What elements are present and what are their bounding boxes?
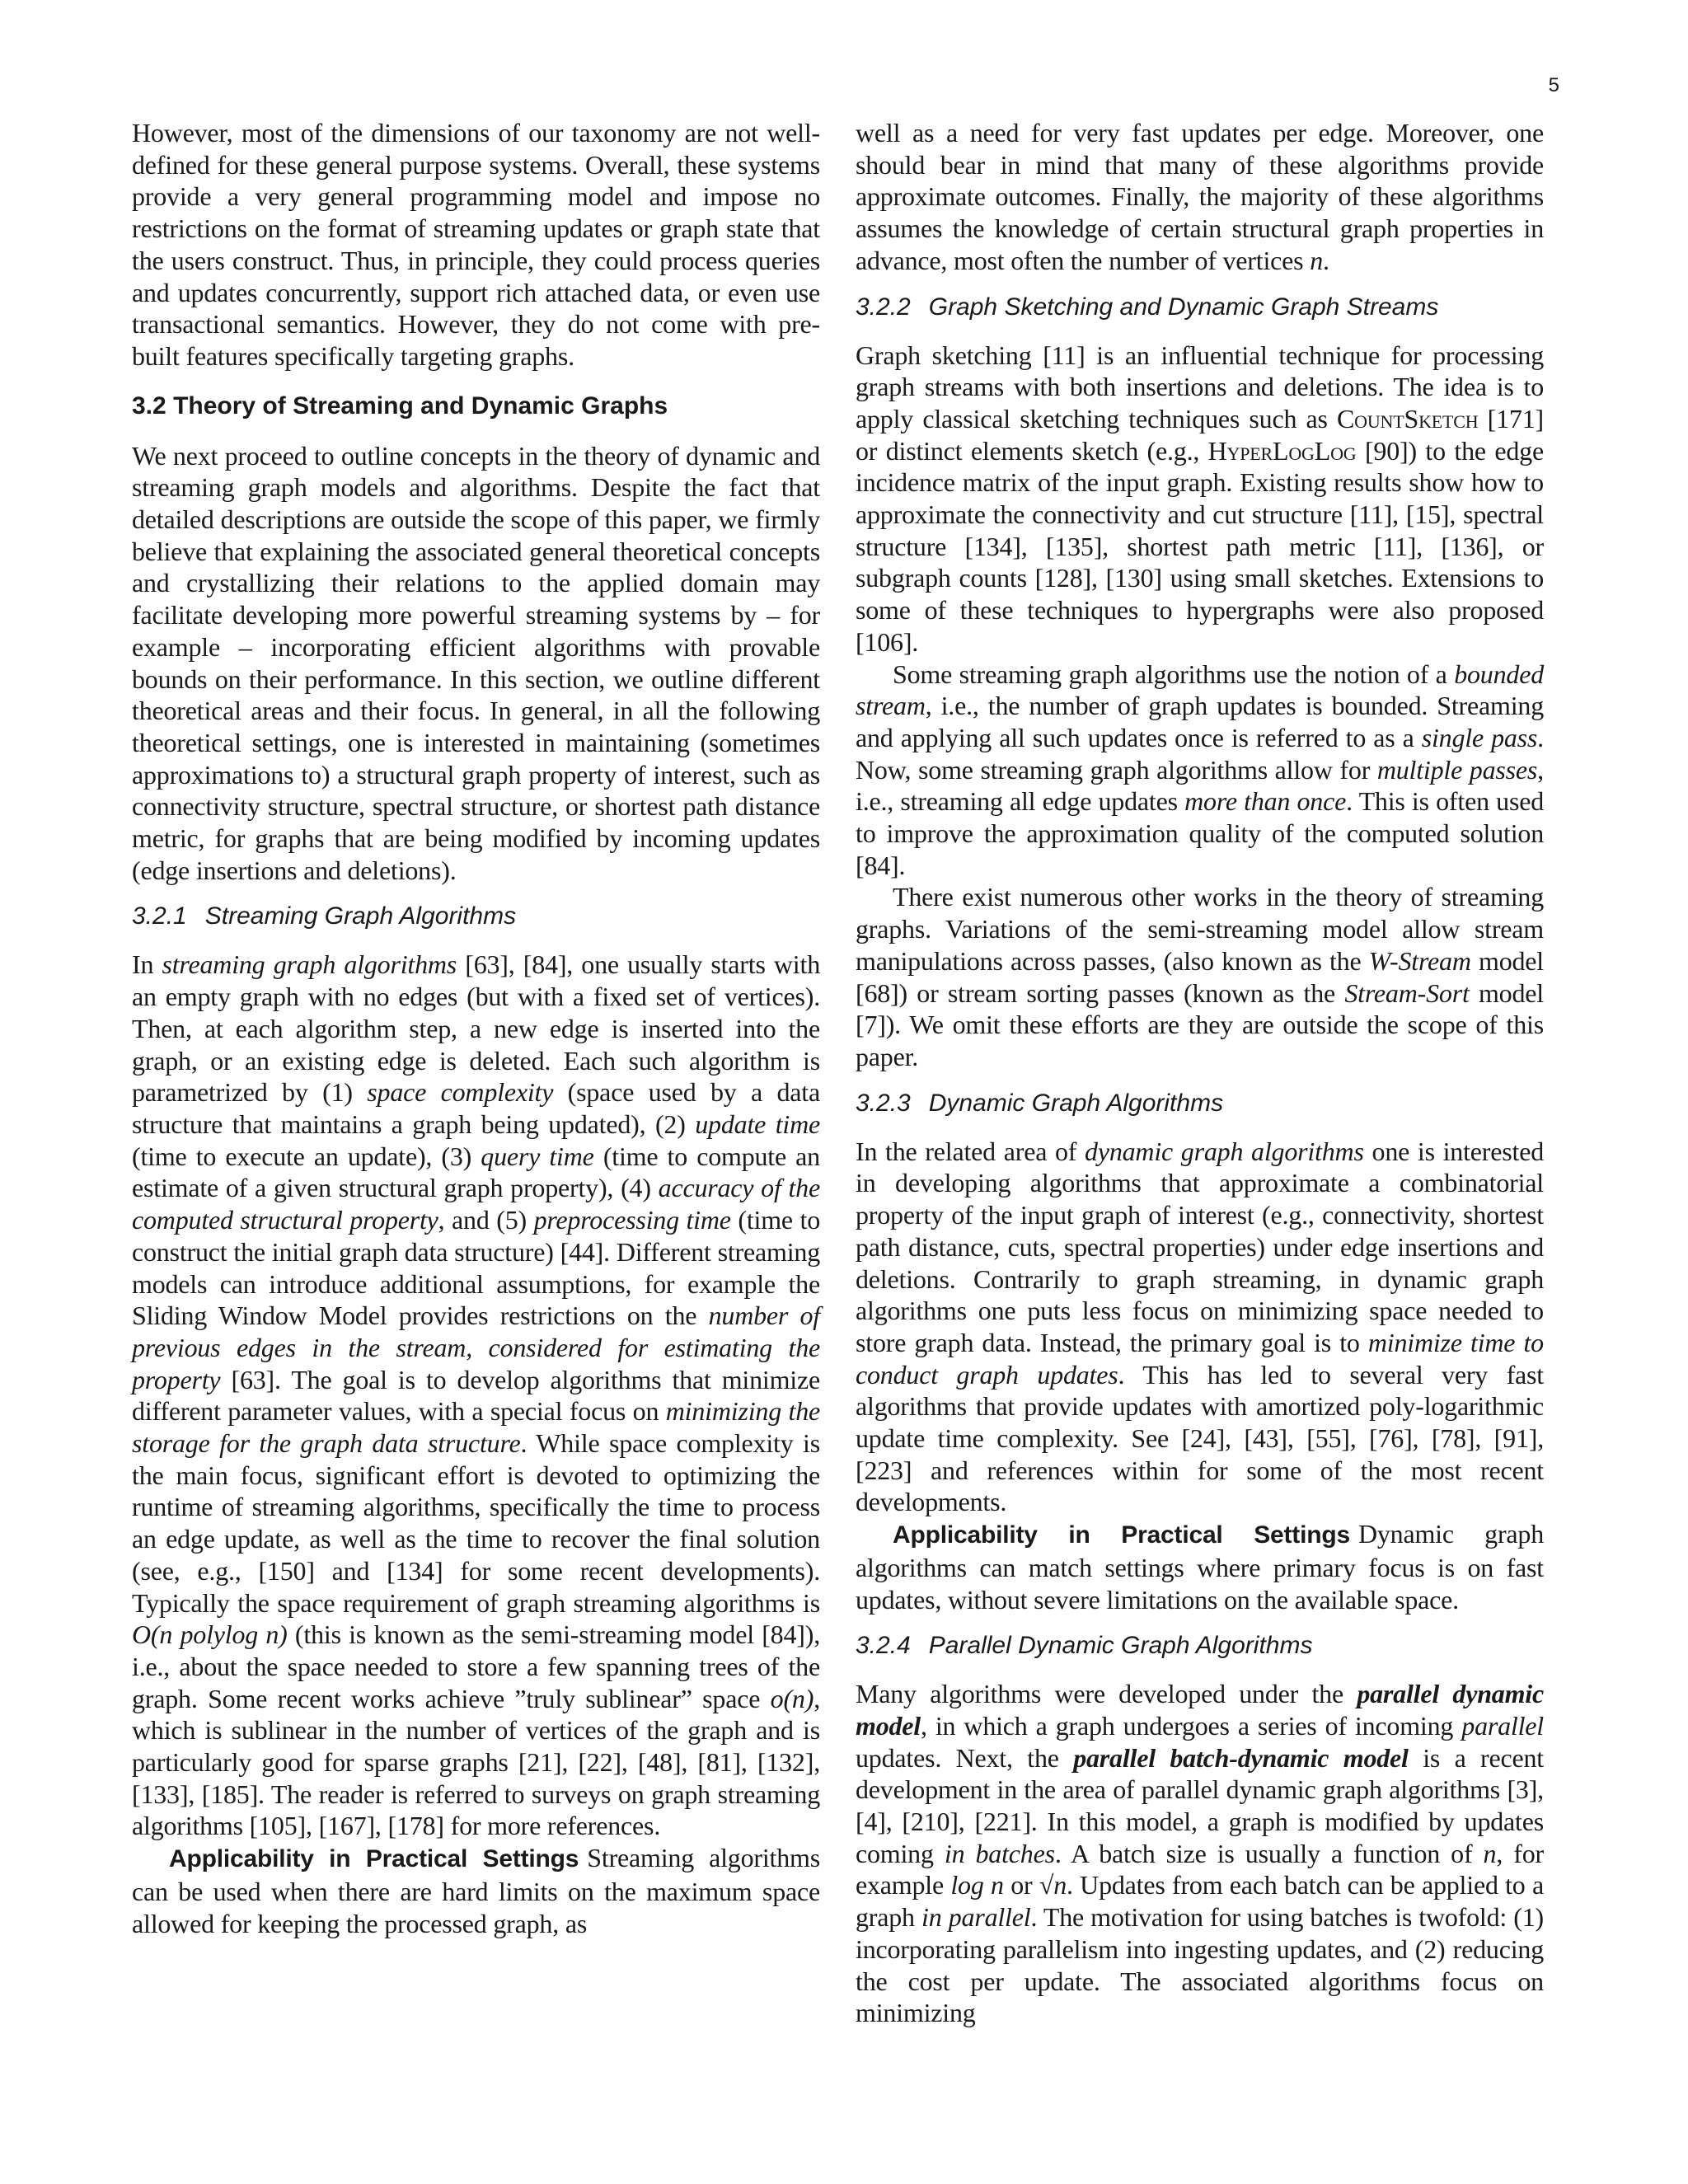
subsection-title: Parallel Dynamic Graph Algorithms <box>928 1632 1313 1660</box>
emph-term: query time <box>481 1141 594 1171</box>
math-expression: n <box>1483 1838 1497 1868</box>
left-column <box>132 117 820 1939</box>
emph-term: minimize time to conduct graph updates <box>856 1327 1544 1390</box>
emph-term: update time <box>695 1108 820 1139</box>
emph-term: parallel dynamic model <box>856 1679 1544 1741</box>
runin-heading: Applicability in Practical Settings <box>169 1845 579 1873</box>
paragraph-continuation: well as a need for very fast updates per edge. Moreover, one should bear in mind that many of these algorithms provide approximate outcomes. Finally, the majority of these algorithms assumes the knowledge of certain structural graph properties in advance, most often the number of vertices n. <box>856 118 1544 275</box>
right-column <box>856 117 1544 2029</box>
page-number: 5 <box>1548 74 1559 96</box>
emph-term: dynamic graph algorithms <box>1085 1136 1364 1166</box>
algorithm-name: HyperLogLog <box>1207 435 1357 466</box>
emph-term: parallel <box>1461 1710 1544 1741</box>
math-expression: √n <box>1039 1870 1067 1900</box>
paragraph-theory: We next proceed to outline concepts in the theory of dynamic and streaming graph models and algorithms. Despite the fact that detailed descriptions are outside the scope of this paper, we firmly believe that explaining the associated general theoretical concepts and crystallizing their relations to the applied domain may facilitate developing more powerful streaming systems by – for example – incorporating efficient algorithms with provable bounds on their performance. In this section, we outline different theoretical areas and their focus. In general, in all the following theoretical settings, one is interested in maintaining (sometimes approximations to) a structural graph property of interest, such as connectivity structure, spectral structure, or shortest path distance metric, for graphs that are being modified by incoming updates (edge insertions and deletions). <box>132 440 820 885</box>
paragraph-applicability-streaming: Applicability in Practical Settings Streaming algorithms can be used when there are hard limits on the maximum space allowed for keeping the processed graph, as <box>132 1843 820 1938</box>
section-number: 3.2 <box>132 391 166 419</box>
emph-term: preprocessing time <box>533 1205 731 1235</box>
paragraph-dynamic-algorithms: In the related area of dynamic graph algorithms one is interested in developing algorithms that approximate a combinatorial property of the input graph of interest (e.g., connectivity, shortest path distance, cuts, spectral properties) under edge insertions and deletions. Contrarily to graph streaming, in dynamic graph algorithms one puts less focus on minimizing space needed to store graph data. Instead, the primary goal is to minimize time to conduct graph updates. This has led to several very fast algorithms that provide updates with amortized poly-logarithmic update time complexity. See [24], [43], [55], [76], [78], [91], [223] and references within for some of the most recent developments. <box>856 1136 1545 1517</box>
subsection-number: 3.2.1 <box>132 902 187 930</box>
emph-term: W-Stream <box>1368 945 1471 976</box>
emph-term: number of previous edges in the stream, considered for estimating the property <box>132 1301 820 1394</box>
math-expression: O(n polylog n) <box>132 1619 288 1650</box>
emph-term: accuracy of the computed structural property <box>132 1173 820 1235</box>
section-title: Theory of Streaming and Dynamic Graphs <box>173 391 668 419</box>
emph-term: minimizing the storage for the graph data structure <box>132 1396 821 1459</box>
subsection-title: Graph Sketching and Dynamic Graph Streams <box>928 293 1439 321</box>
emph-term: space complexity <box>367 1077 554 1108</box>
emph-term: in batches <box>944 1838 1055 1868</box>
paragraph-bounded-stream: Some streaming graph algorithms use the notion of a bounded stream, i.e., the number of graph updates is bounded. Streaming and applying all such updates once is referred to as a single pass. Now, some streaming graph algorithms allow for multiple passes, i.e., streaming all edge updates more than once. This is often used to improve the approximation quality of the computed solution [84]. <box>856 658 1544 880</box>
emph-term: streaming graph algorithms <box>162 949 457 980</box>
math-expression: o(n) <box>770 1683 814 1713</box>
emph-term: parallel batch-dynamic model <box>1073 1742 1409 1773</box>
section-heading-3-2 <box>132 391 820 422</box>
subsection-title: Dynamic Graph Algorithms <box>928 1089 1224 1117</box>
algorithm-name: CountSketch <box>1337 403 1479 434</box>
subsection-title: Streaming Graph Algorithms <box>204 902 517 930</box>
subsection-heading-3-2-1 <box>132 901 820 932</box>
emph-term: single pass <box>1421 722 1538 752</box>
subsection-heading-3-2-4 <box>856 1630 1544 1661</box>
paragraph-graph-sketching: Graph sketching [11] is an influential technique for processing graph streams with both insertions and deletions. The idea is to apply classical sketching techniques such as CountSketch [171] or distinct elements sketch (e.g., HyperLogLog [90]) to the edge incidence matrix of the input graph. Existing results show how to approximate the connectivity and cut structure [11], [15], spectral structure [134], [135], shortest path metric [11], [136], or subgraph counts [128], [130] using small sketches. Extensions to some of these techniques to hypergraphs were also proposed [106]. <box>856 340 1544 657</box>
paragraph-streaming-algorithms: In streaming graph algorithms [63], [84], one usually starts with an empty graph with no edges (but with a fixed set of vertices). Then, at each algorithm step, a new edge is inserted into the graph, or an existing edge is deleted. Each such algorithm is parametrized by (1) space complexity (space used by a data structure that maintains a graph being updated), (2) update time (time to execute an update), (3) query time (time to compute an estimate of a given structural graph property), (4) accuracy of the computed structural property, and (5) preprocessing time (time to construct the initial graph data structure) [44]. Different streaming models can introduce additional assumptions, for example the Sliding Window Model provides restrictions on the number of previous edges in the stream, considered for estimating the property [63]. The goal is to develop algorithms that minimize different parameter values, with a special focus on minimizing the storage for the graph data structure. While space complexity is the main focus, significant effort is devoted to optimizing the runtime of streaming algorithms, specifically the time to process an edge update, as well as the time to recover the final solution (see, e.g., [150] and [134] for some recent developments). Typically the space requirement of graph streaming algorithms is O(n polylog n) (this is known as the semi-streaming model [84]), i.e., about the space needed to store a few spanning trees of the graph. Some recent works achieve ”truly sublinear” space o(n), which is sublinear in the number of vertices of the graph and is particularly good for sparse graphs [21], [22], [48], [81], [132], [133], [185]. The reader is referred to surveys on graph streaming algorithms [105], [167], [178] for more references. <box>132 949 821 1841</box>
subsection-number: 3.2.2 <box>856 293 911 321</box>
paragraph-parallel-dynamic: Many algorithms were developed under the parallel dynamic model, in which a graph undergoes a series of incoming parallel updates. Next, the parallel batch-dynamic model is a recent development in the area of parallel dynamic graph algorithms [3], [4], [210], [221]. In this model, a graph is modified by updates coming in batches. A batch size is usually a function of n, for example log n or √n. Updates from each batch can be applied to a graph in parallel. The motivation for using batches is twofold: (1) incorporating parallelism into ingesting updates, and (2) reducing the cost per update. The associated algorithms focus on minimizing <box>856 1679 1544 2028</box>
paragraph-applicability-dynamic: Applicability in Practical Settings Dynamic graph algorithms can match settings where primary focus is on fast updates, without severe limitations on the available space. <box>856 1519 1545 1615</box>
paragraph-other-works: There exist numerous other works in the theory of streaming graphs. Variations of the semi-streaming model allow stream manipulations across passes, (also known as the W-Stream model [68]) or stream sorting passes (known as the Stream-Sort model [7]). We omit these efforts are they are outside the scope of this paper. <box>856 882 1544 1071</box>
runin-heading: Applicability in Practical Settings <box>893 1521 1350 1549</box>
emph-term: more than once <box>1184 786 1347 817</box>
math-expression: log n <box>950 1870 1004 1900</box>
emph-term: bounded stream <box>856 658 1544 721</box>
emph-term: multiple passes <box>1376 754 1538 785</box>
subsection-heading-3-2-2 <box>856 292 1544 323</box>
emph-term: Stream-Sort <box>1344 977 1470 1008</box>
math-expression: n <box>1310 245 1324 275</box>
subsection-heading-3-2-3 <box>856 1088 1544 1119</box>
subsection-number: 3.2.3 <box>856 1089 911 1117</box>
emph-term: in parallel <box>921 1902 1031 1933</box>
subsection-number: 3.2.4 <box>856 1632 911 1660</box>
paragraph-intro: However, most of the dimensions of our taxonomy are not well-defined for these general purpose systems. Overall, these systems provide a very general programming model and impose no restrictions on the format of streaming updates or graph state that the users construct. Thus, in principle, they could process queries and updates concurrently, support rich attached data, or even use transactional semantics. However, they do not come with pre-built features specifically targeting graphs. <box>132 118 820 371</box>
